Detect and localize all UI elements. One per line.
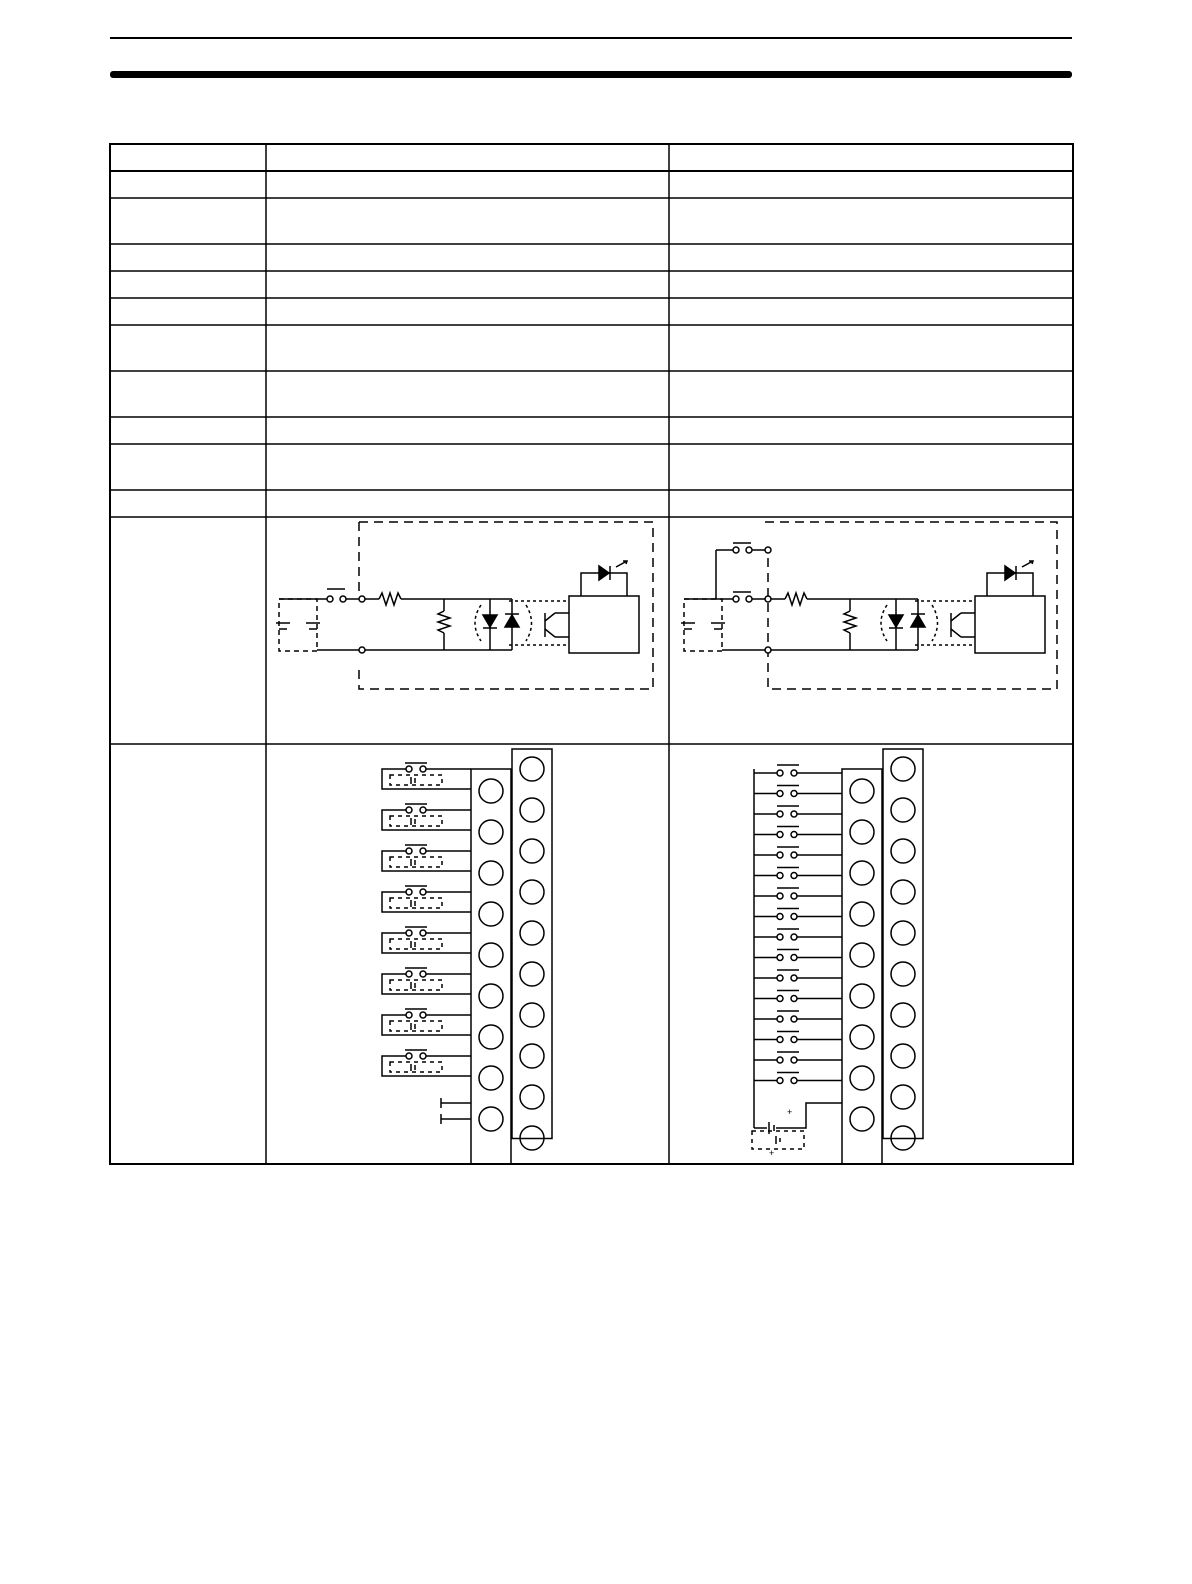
switch-contact bbox=[777, 873, 783, 879]
screw-terminal bbox=[891, 880, 915, 904]
screw-terminal bbox=[850, 1107, 874, 1131]
common-terminal bbox=[359, 647, 365, 653]
screw-terminal bbox=[850, 1025, 874, 1049]
switch-contact bbox=[406, 1012, 412, 1018]
screw-terminal bbox=[891, 1044, 915, 1068]
screw-terminal bbox=[850, 943, 874, 967]
switch-contact bbox=[791, 975, 797, 981]
indicator-led bbox=[599, 566, 609, 580]
screw-terminal bbox=[891, 757, 915, 781]
switch-contact bbox=[420, 848, 426, 854]
switch-contact bbox=[406, 766, 412, 772]
switch-contact bbox=[791, 770, 797, 776]
wire bbox=[382, 892, 471, 912]
screw-terminal bbox=[520, 1044, 544, 1068]
screw-terminal bbox=[479, 820, 503, 844]
switch-contact bbox=[777, 996, 783, 1002]
right-terminal-block bbox=[842, 749, 923, 1165]
switch-contact bbox=[420, 1053, 426, 1059]
input-terminal bbox=[359, 596, 365, 602]
supply-box bbox=[390, 939, 442, 949]
right-wiring-diagram bbox=[752, 765, 842, 1158]
switch-contact bbox=[791, 955, 797, 961]
switch-contact bbox=[420, 807, 426, 813]
screw-terminal bbox=[850, 779, 874, 803]
screw-terminal bbox=[479, 1107, 503, 1131]
terminal-strip bbox=[883, 749, 923, 1139]
switch-contact bbox=[777, 893, 783, 899]
screw-terminal bbox=[520, 921, 544, 945]
screw-terminal bbox=[520, 757, 544, 781]
wire bbox=[382, 851, 471, 871]
switch-contact bbox=[420, 766, 426, 772]
wire bbox=[382, 769, 471, 789]
coupler-led bbox=[505, 615, 519, 627]
header-rule-thin bbox=[110, 37, 1072, 39]
supply-box bbox=[390, 1062, 442, 1072]
switch-contact bbox=[777, 832, 783, 838]
switch-contact bbox=[777, 1078, 783, 1084]
switch-contact bbox=[791, 914, 797, 920]
switch-contact bbox=[791, 1037, 797, 1043]
wire bbox=[382, 1056, 471, 1076]
switch-contact bbox=[791, 811, 797, 817]
screw-terminal bbox=[479, 1025, 503, 1049]
switch-contact bbox=[777, 934, 783, 940]
battery-plus-label: + bbox=[769, 1148, 775, 1158]
wire bbox=[382, 974, 471, 994]
screw-terminal bbox=[479, 984, 503, 1008]
switch-contact bbox=[791, 852, 797, 858]
series-resistor bbox=[379, 593, 401, 605]
switch-contact bbox=[777, 852, 783, 858]
switch-contact bbox=[420, 1012, 426, 1018]
screw-terminal bbox=[520, 880, 544, 904]
screw-terminal bbox=[479, 1066, 503, 1090]
supply-box bbox=[390, 1021, 442, 1031]
screw-terminal bbox=[479, 861, 503, 885]
battery-plus-label: + bbox=[787, 1107, 793, 1117]
switch-contact bbox=[791, 791, 797, 797]
wire bbox=[382, 933, 471, 953]
wire bbox=[776, 1103, 842, 1128]
supply-box bbox=[390, 816, 442, 826]
screw-terminal bbox=[891, 839, 915, 863]
switch-contact bbox=[791, 996, 797, 1002]
switch-contact bbox=[406, 848, 412, 854]
screw-terminal bbox=[891, 1003, 915, 1027]
shunt-resistor bbox=[438, 611, 450, 633]
switch-contact bbox=[777, 955, 783, 961]
switch-contact bbox=[420, 971, 426, 977]
screw-terminal bbox=[891, 921, 915, 945]
switch-contact bbox=[791, 1016, 797, 1022]
switch-contact bbox=[777, 975, 783, 981]
screw-terminal bbox=[520, 839, 544, 863]
row-dividers bbox=[110, 171, 1073, 744]
switch-contact bbox=[406, 889, 412, 895]
switch-contact bbox=[420, 889, 426, 895]
screw-terminal bbox=[891, 1085, 915, 1109]
screw-terminal bbox=[520, 1085, 544, 1109]
wire bbox=[382, 1015, 471, 1035]
switch-contact bbox=[777, 1057, 783, 1063]
switch-contact bbox=[791, 934, 797, 940]
header-rule-thick bbox=[110, 71, 1072, 78]
specifications-table-grid bbox=[109, 143, 1074, 1165]
screw-terminal bbox=[479, 779, 503, 803]
screw-terminal bbox=[850, 861, 874, 885]
supply-box bbox=[390, 775, 442, 785]
switch-contact bbox=[791, 893, 797, 899]
switch-contact bbox=[791, 873, 797, 879]
switch-contact bbox=[406, 971, 412, 977]
supply-box bbox=[752, 1131, 804, 1149]
supply-box bbox=[390, 980, 442, 990]
screw-terminal bbox=[850, 984, 874, 1008]
internal-circuit-box bbox=[569, 596, 639, 653]
screw-terminal bbox=[520, 798, 544, 822]
wire bbox=[382, 810, 471, 830]
switch-contact bbox=[791, 1078, 797, 1084]
screw-terminal bbox=[891, 962, 915, 986]
screw-terminal bbox=[520, 962, 544, 986]
switch-contact bbox=[777, 791, 783, 797]
switch-contact bbox=[777, 1016, 783, 1022]
right-circuit-diagram bbox=[681, 522, 1057, 689]
switch-contact bbox=[777, 914, 783, 920]
switch-contact bbox=[777, 811, 783, 817]
switch-contact bbox=[791, 1057, 797, 1063]
terminal-strip bbox=[512, 749, 552, 1139]
screw-terminal bbox=[479, 902, 503, 926]
switch-contact bbox=[406, 930, 412, 936]
table-border bbox=[110, 144, 1073, 1164]
screw-terminal bbox=[850, 820, 874, 844]
screw-terminal bbox=[479, 943, 503, 967]
switch-contact bbox=[420, 930, 426, 936]
coupler-led bbox=[483, 615, 497, 627]
left-terminal-block bbox=[471, 749, 552, 1165]
screw-terminal bbox=[850, 1066, 874, 1090]
switch-contact bbox=[327, 596, 333, 602]
left-wiring-diagram bbox=[382, 763, 471, 1124]
screw-terminal bbox=[891, 798, 915, 822]
supply-box bbox=[390, 857, 442, 867]
supply-box bbox=[390, 898, 442, 908]
left-circuit-diagram bbox=[276, 522, 653, 689]
switch-contact bbox=[777, 770, 783, 776]
switch-contact bbox=[791, 832, 797, 838]
switch-contact bbox=[340, 596, 346, 602]
switch-contact bbox=[777, 1037, 783, 1043]
screw-terminal bbox=[520, 1003, 544, 1027]
switch-contact bbox=[406, 807, 412, 813]
switch-contact bbox=[406, 1053, 412, 1059]
screw-terminal bbox=[850, 902, 874, 926]
specifications-table bbox=[109, 143, 1074, 1165]
